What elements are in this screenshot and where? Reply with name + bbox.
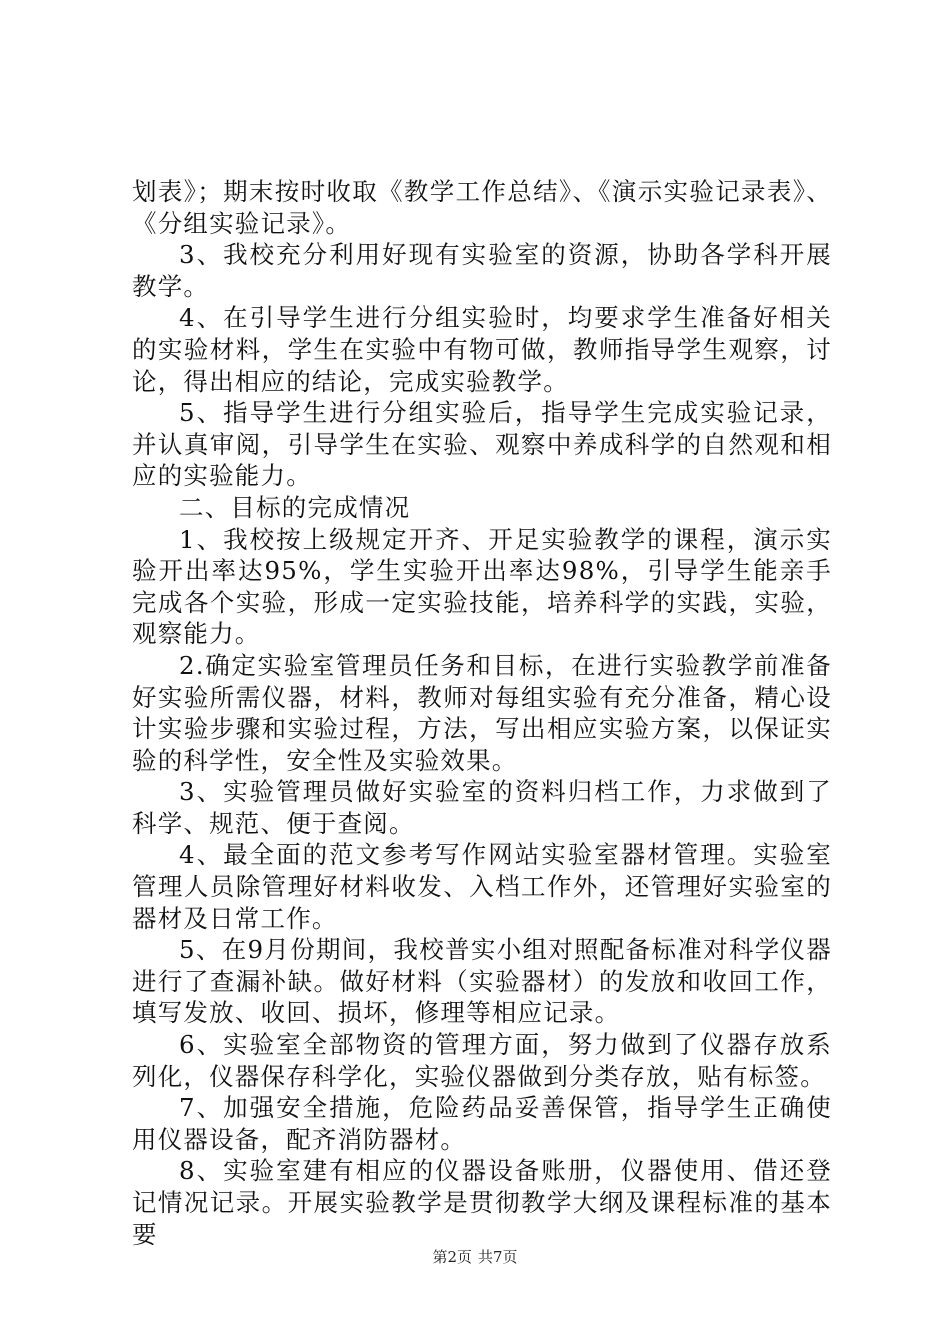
paragraph-goal-1: 1、我校按上级规定开齐、开足实验教学的课程，演示实验开出率达95%，学生实验开出率达98%，引导学生能亲手完成各个实验，形成一定实验技能，培养科学的实践，实验，观察能力。 <box>132 524 832 649</box>
paragraph-goal-8: 8、实验室建有相应的仪器设备账册，仪器使用、借还登记情况记录。开展实验教学是贯彻教学大纲及课程标准的基本要 <box>132 1156 832 1249</box>
paragraph-goal-4: 4、最全面的范文参考写作网站实验室器材管理。实验室管理人员除管理好材料收发、入档工作外，还管理好实验室的器材及日常工作。 <box>132 840 832 933</box>
page-footer <box>0 1247 950 1267</box>
document-body <box>132 176 832 1250</box>
paragraph-item-4: 4、在引导学生进行分组实验时，均要求学生准备好相关的实验材料，学生在实验中有物可做，教师指导学生观察，讨论，得出相应的结论，完成实验教学。 <box>132 303 832 396</box>
paragraph-goal-3: 3、实验管理员做好实验室的资料归档工作，力求做到了科学、规范、便于查阅。 <box>132 777 832 838</box>
paragraph-item-3: 3、我校充分利用好现有实验室的资源，协助各学科开展教学。 <box>132 240 832 301</box>
page-total: 共7页 <box>478 1248 518 1266</box>
section-heading-goal-completion: 二、目标的完成情况 <box>179 492 411 522</box>
paragraph-goal-2: 2.确定实验室管理员任务和目标，在进行实验教学前准备好实验所需仪器，材料，教师对每组实验有充分准备，精心设计实验步骤和实验过程，方法，写出相应实验方案，以保证实验的科学性，安全性及实验效果。 <box>132 650 832 775</box>
paragraph-goal-5: 5、在9月份期间，我校普实小组对照配备标准对科学仪器进行了查漏补缺。做好材料（实验器材）的发放和收回工作，填写发放、收回、损坏，修理等相应记录。 <box>132 935 832 1028</box>
paragraph-goal-6: 6、实验室全部物资的管理方面，努力做到了仪器存放系列化，仪器保存科学化，实验仪器做到分类存放，贴有标签。 <box>132 1030 832 1091</box>
page-number: 第2页 <box>432 1248 472 1266</box>
paragraph-continuation: 划表》；期末按时收取《教学工作总结》、《演示实验记录表》、《分组实验记录》。 <box>132 177 832 238</box>
paragraph-item-5: 5、指导学生进行分组实验后，指导学生完成实验记录，并认真审阅，引导学生在实验、观察中养成科学的自然观和相应的实验能力。 <box>132 398 832 491</box>
paragraph-goal-7: 7、加强安全措施，危险药品妥善保管，指导学生正确使用仪器设备，配齐消防器材。 <box>132 1093 832 1154</box>
